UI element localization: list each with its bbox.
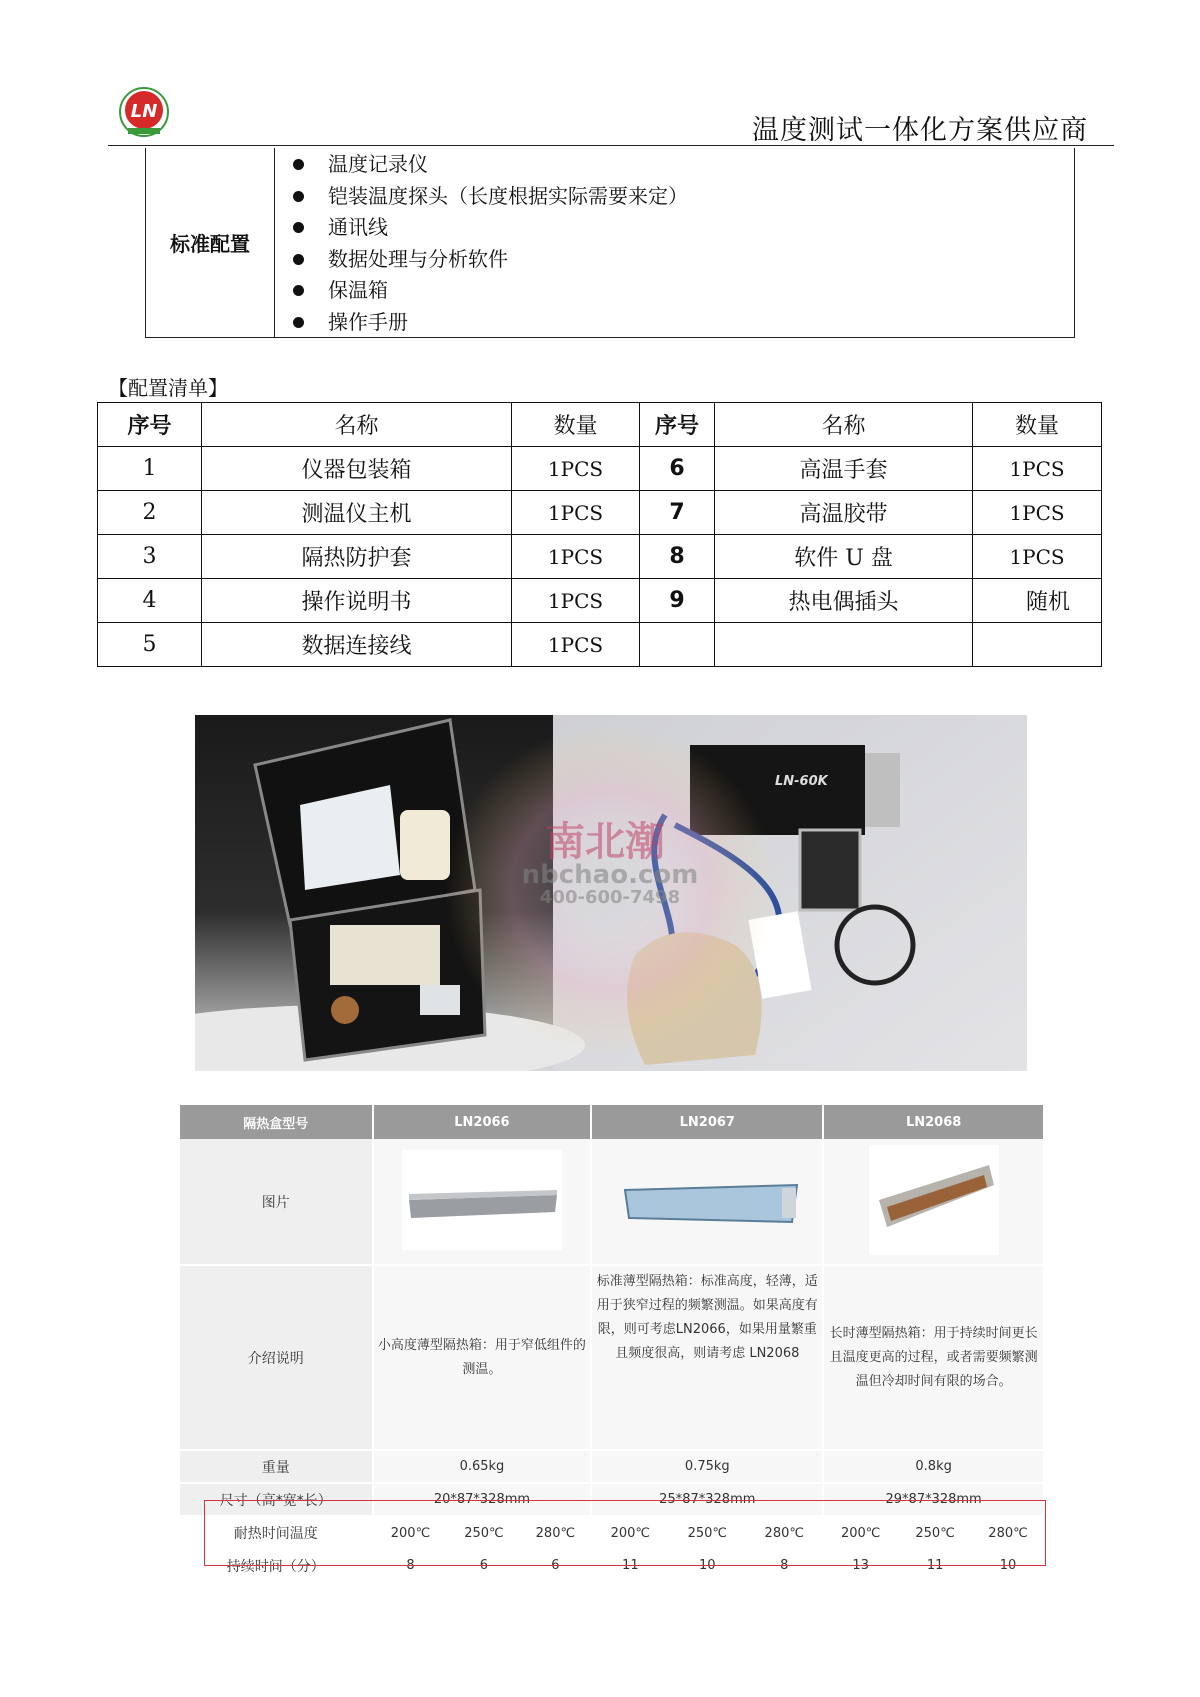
table-cell: 随机 [973,579,1102,623]
table-cell: 29*87*328mm [823,1483,1044,1516]
table-cell: 长时薄型隔热箱：用于持续时间更长且温度更高的过程，或者需要频繁测温但冷却时间有限的场合。 [823,1265,1044,1450]
list-item: 操作手册 [285,307,1074,339]
column-header: 序号 [640,403,715,447]
table-cell: 2 [98,491,202,535]
table-cell: 仪器包装箱 [202,447,512,491]
list-item: 保温箱 [285,275,1074,307]
table-cell: 1PCS [512,579,640,623]
table-cell: 8 [745,1549,823,1582]
logo-text: LN [130,101,158,122]
table-cell: 200℃ [591,1516,669,1549]
table-cell: 数据连接线 [202,623,512,667]
table-cell: 1PCS [512,447,640,491]
table-cell: 9 [640,579,715,623]
watermark-phone: 400-600-7498 [539,887,681,908]
list-item: 温度记录仪 [285,149,1074,181]
bullet-icon [293,191,304,202]
column-header: 序号 [98,403,202,447]
table-row [180,1549,1044,1582]
table-cell: 高温胶带 [715,491,973,535]
bullet-icon [293,285,304,296]
table-row [180,1483,1044,1516]
table-cell: 6 [519,1549,591,1582]
row-label: 耐热时间温度 [180,1516,373,1549]
watermark [445,725,775,1055]
row-label: 重量 [180,1450,373,1483]
company-logo [118,86,170,138]
table-cell [640,623,715,667]
table-cell: 200℃ [373,1516,449,1549]
usb-drive-box-icon [800,830,860,910]
table-row [98,491,1102,535]
table-row [98,623,1102,667]
connector-icon [420,985,460,1015]
table-cell: 20*87*328mm [373,1483,592,1516]
table-row [98,579,1102,623]
table-cell: 280℃ [519,1516,591,1549]
tape-roll-icon [331,996,359,1024]
table-cell: 1PCS [973,535,1102,579]
list-item: 通讯线 [285,212,1074,244]
column-header: 名称 [202,403,512,447]
table-cell: 1PCS [973,491,1102,535]
row-label: 尺寸（高*宽*长） [180,1483,373,1516]
insulation-box-spec-table [180,1105,1045,1582]
standard-config-box [145,148,1075,338]
table-cell: 操作说明书 [202,579,512,623]
table-cell: 测温仪主机 [202,491,512,535]
bullet-icon [293,254,304,265]
table-row [180,1450,1044,1483]
row-label: 图片 [180,1139,373,1265]
table-cell: 4 [98,579,202,623]
list-item: 铠装温度探头（长度根据实际需要来定） [285,181,1074,213]
table-row [98,535,1102,579]
table-cell: 隔热防护套 [202,535,512,579]
bullet-icon [293,317,304,328]
config-list-title: 【配置清单】 [108,376,228,400]
ln2067-box-image [607,1150,807,1250]
column-header: LN2068 [823,1105,1044,1139]
table-cell: 0.75kg [591,1450,823,1483]
table-cell: 1 [98,447,202,491]
logger-device-icon [330,925,440,985]
watermark-cn: 南北潮 [545,818,665,865]
table-cell: 1PCS [512,623,640,667]
standard-config-label: 标准配置 [146,148,275,337]
table-cell [973,623,1102,667]
table-cell [591,1139,823,1265]
table-cell: 10 [669,1549,745,1582]
table-header-row [98,403,1102,447]
standard-config-list [275,148,1074,337]
table-cell: 高温手套 [715,447,973,491]
table-cell: 小高度薄型隔热箱：用于窄低组件的测温。 [373,1265,592,1450]
product-kit-photo [195,715,1027,1071]
table-cell [373,1139,592,1265]
table-row [180,1516,1044,1549]
table-cell: 1PCS [973,447,1102,491]
row-label: 持续时间（分） [180,1549,373,1582]
config-list-table [97,402,1102,667]
table-cell: 8 [640,535,715,579]
bullet-icon [293,222,304,233]
table-cell: 6 [640,447,715,491]
table-cell: 7 [640,491,715,535]
table-cell: 热电偶插头 [715,579,973,623]
table-cell: 1PCS [512,491,640,535]
column-header: 名称 [715,403,973,447]
column-header: 隔热盒型号 [180,1105,373,1139]
watermark-url: nbchao.com [521,860,699,890]
table-cell: 10 [972,1549,1044,1582]
header-divider [108,145,1114,146]
table-cell: 11 [591,1549,669,1582]
table-cell: 250℃ [669,1516,745,1549]
header-title: 温度测试一体化方案供应商 [752,115,1088,146]
table-cell: 5 [98,623,202,667]
table-cell: 200℃ [823,1516,898,1549]
table-row [180,1265,1044,1450]
column-header: 数量 [973,403,1102,447]
table-cell: 250℃ [448,1516,519,1549]
table-row [98,447,1102,491]
table-cell: 8 [373,1549,449,1582]
table-cell: 0.65kg [373,1450,592,1483]
table-row [180,1139,1044,1265]
ln2066-box-image [397,1150,567,1250]
glove-icon [400,810,450,880]
table-cell: 6 [448,1549,519,1582]
table-cell: 3 [98,535,202,579]
table-cell: 25*87*328mm [591,1483,823,1516]
table-cell [823,1139,1044,1265]
list-item: 数据处理与分析软件 [285,244,1074,276]
table-cell: 250℃ [898,1516,972,1549]
row-label: 介绍说明 [180,1265,373,1450]
column-header: LN2066 [373,1105,592,1139]
column-header: 数量 [512,403,640,447]
table-cell: 11 [898,1549,972,1582]
table-cell: 1PCS [512,535,640,579]
table-cell: 标准薄型隔热箱：标准高度，轻薄，适用于狭窄过程的频繁测温。如果高度有限，则可考虑LN2066，如果用量繁重且频度很高，则请考虑 LN2068 [591,1265,823,1450]
table-cell: 0.8kg [823,1450,1044,1483]
table-cell: 280℃ [972,1516,1044,1549]
table-cell [715,623,973,667]
table-header-row [180,1105,1044,1139]
table-cell: 280℃ [745,1516,823,1549]
ln2068-box-image [869,1145,999,1255]
table-cell: 13 [823,1549,898,1582]
bullet-icon [293,159,304,170]
table-cell: 软件 U 盘 [715,535,973,579]
column-header: LN2067 [591,1105,823,1139]
device-model-label: LN-60K [775,774,828,789]
